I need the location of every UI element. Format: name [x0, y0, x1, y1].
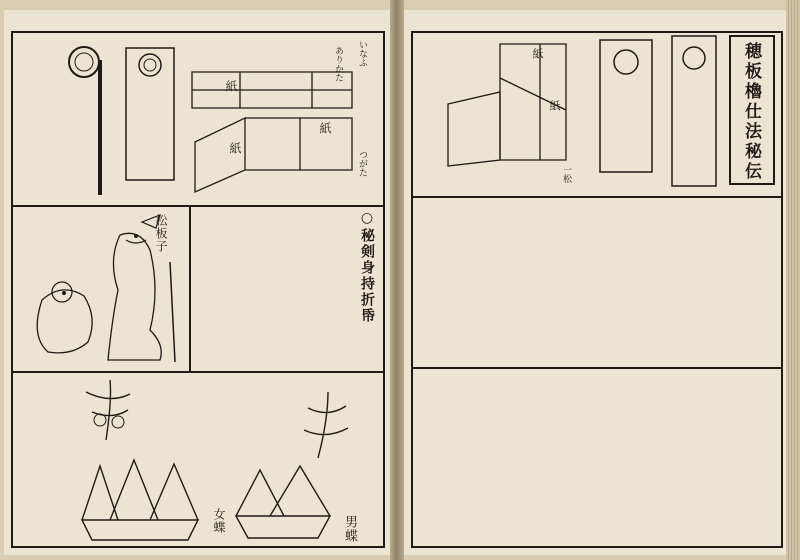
female-butterfly-label: 女蝶 [212, 508, 226, 534]
envelope-label: 紙 [531, 48, 544, 60]
male-butterfly-fold [236, 466, 330, 538]
folded-strip-diagram [192, 72, 352, 108]
female-butterfly-fold [82, 460, 198, 540]
flap-diagram [448, 92, 500, 166]
middle-caption: 松板子 [154, 214, 168, 253]
wrapper-label-left: 紙 [228, 142, 242, 155]
right-page-frame [412, 32, 782, 547]
sprig-left [86, 380, 130, 440]
staff [170, 262, 175, 362]
page-title: 穂板櫓仕法秘伝 [741, 42, 761, 182]
sprig-right [304, 392, 348, 458]
note-top-right: いなふ [357, 40, 367, 67]
crest-tag-diagram-2 [672, 36, 716, 186]
ring-diagram [69, 47, 99, 77]
child-figure [37, 290, 92, 353]
male-butterfly-label: 男蝶 [342, 515, 357, 543]
crest-tag-diagram [600, 40, 652, 172]
section-title: ○秘剣身持折帋 [359, 210, 375, 324]
note-top-second: ありかた [333, 46, 343, 82]
tag-diagram [126, 48, 174, 180]
wrapper-label-right: 紙 [318, 122, 332, 135]
strip-label: 紙 [224, 80, 238, 93]
envelope-label-2: 紙 [548, 100, 561, 112]
note-bottom-right: つがた [357, 150, 367, 177]
pine-label: 一松 [561, 165, 571, 183]
